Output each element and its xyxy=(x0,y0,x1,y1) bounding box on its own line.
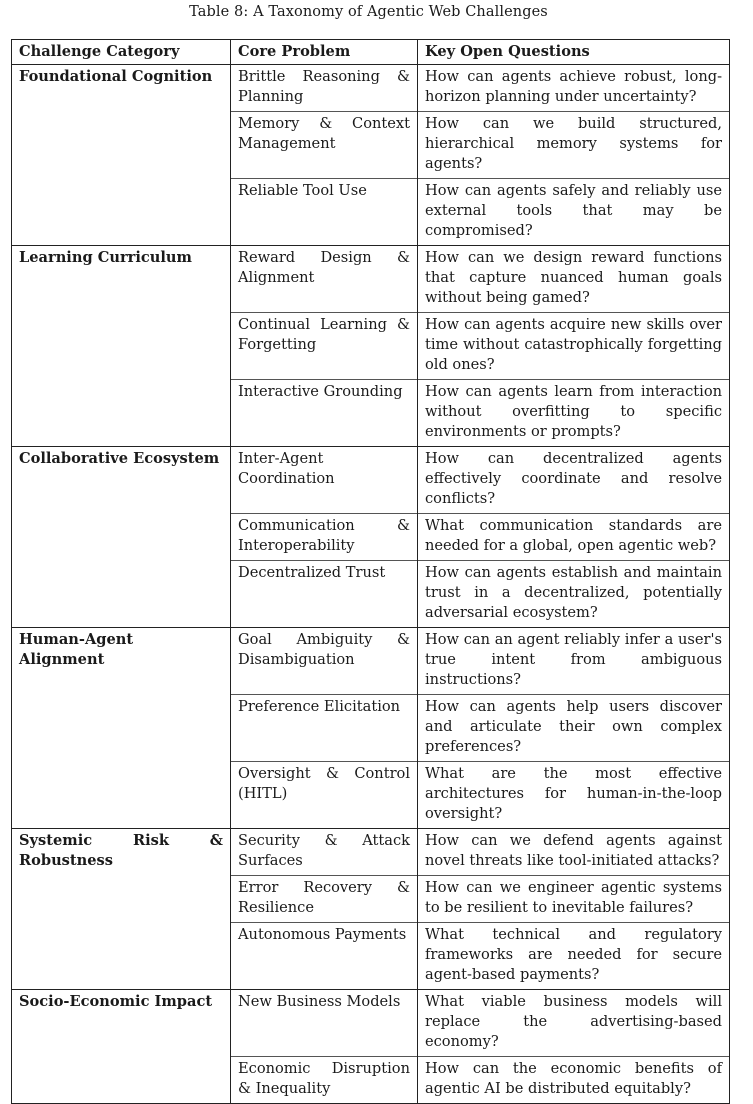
table-row xyxy=(12,514,730,561)
question-cell: How can we design reward functions that capture nuanced human goals without being gamed? xyxy=(418,246,730,313)
table-row xyxy=(12,628,730,695)
table-row xyxy=(12,179,730,246)
table-row xyxy=(12,829,730,876)
table-row xyxy=(12,561,730,628)
problem-cell: Interactive Grounding xyxy=(231,380,418,447)
problem-cell: Inter-Agent Coordination xyxy=(231,447,418,514)
table-row xyxy=(12,112,730,179)
problem-cell: Error Recovery & Resilience xyxy=(231,876,418,923)
table-row xyxy=(12,990,730,1057)
header-row xyxy=(12,40,730,65)
problem-cell: Communication & Interoperability xyxy=(231,514,418,561)
table-row xyxy=(12,1057,730,1104)
table-row xyxy=(12,246,730,313)
problem-cell: Memory & Context Management xyxy=(231,112,418,179)
category-cell xyxy=(12,561,231,628)
problem-cell: Autonomous Payments xyxy=(231,923,418,990)
category-cell: Collaborative Ecosystem xyxy=(12,447,231,514)
header-key-open-questions: Key Open Questions xyxy=(418,40,730,65)
category-cell: Socio-Economic Impact xyxy=(12,990,231,1057)
problem-cell: Security & Attack Surfaces xyxy=(231,829,418,876)
category-cell: Learning Curriculum xyxy=(12,246,231,313)
category-cell xyxy=(12,1057,231,1104)
category-cell xyxy=(12,380,231,447)
question-cell: How can agents help users discover and articulate their own complex preferences? xyxy=(418,695,730,762)
category-cell: Systemic Risk & Robustness xyxy=(12,829,231,876)
category-cell xyxy=(12,876,231,923)
question-cell: How can we build structured, hierarchical memory systems for agents? xyxy=(418,112,730,179)
problem-cell: Reliable Tool Use xyxy=(231,179,418,246)
table-row xyxy=(12,65,730,112)
category-cell xyxy=(12,112,231,179)
problem-cell: Brittle Reasoning & Planning xyxy=(231,65,418,112)
problem-cell: New Business Models xyxy=(231,990,418,1057)
question-cell: What communication standards are needed for a global, open agentic web? xyxy=(418,514,730,561)
header-challenge-category: Challenge Category xyxy=(12,40,231,65)
question-cell: How can decentralized agents effectively coordinate and resolve conflicts? xyxy=(418,447,730,514)
category-cell xyxy=(12,762,231,829)
problem-cell: Continual Learning & Forgetting xyxy=(231,313,418,380)
question-cell: How can agents acquire new skills over time without catastrophically forgetting old ones? xyxy=(418,313,730,380)
category-cell xyxy=(12,695,231,762)
table-row xyxy=(12,447,730,514)
table-row xyxy=(12,313,730,380)
category-cell: Human-Agent Alignment xyxy=(12,628,231,695)
category-cell xyxy=(12,313,231,380)
question-cell: How can the economic benefits of agentic AI be distributed equitably? xyxy=(418,1057,730,1104)
table-row xyxy=(12,762,730,829)
question-cell: How can we engineer agentic systems to be resilient to inevitable failures? xyxy=(418,876,730,923)
problem-cell: Oversight & Control (HITL) xyxy=(231,762,418,829)
problem-cell: Preference Elicitation xyxy=(231,695,418,762)
problem-cell: Economic Disruption & Inequality xyxy=(231,1057,418,1104)
table-row xyxy=(12,695,730,762)
table-caption: Table 8: A Taxonomy of Agentic Web Challenges xyxy=(189,4,548,20)
question-cell: How can agents safely and reliably use external tools that may be compromised? xyxy=(418,179,730,246)
table-row xyxy=(12,923,730,990)
category-cell xyxy=(12,923,231,990)
question-cell: How can agents achieve robust, long-horizon planning under uncertainty? xyxy=(418,65,730,112)
question-cell: How can an agent reliably infer a user's true intent from ambiguous instructions? xyxy=(418,628,730,695)
problem-cell: Reward Design & Alignment xyxy=(231,246,418,313)
question-cell: What are the most effective architectures for human-in-the-loop oversight? xyxy=(418,762,730,829)
question-cell: How can we defend agents against novel threats like tool-initiated attacks? xyxy=(418,829,730,876)
question-cell: What viable business models will replace the advertising-based economy? xyxy=(418,990,730,1057)
problem-cell: Goal Ambiguity & Disambiguation xyxy=(231,628,418,695)
question-cell: How can agents establish and maintain trust in a decentralized, potentially adversarial ecosystem? xyxy=(418,561,730,628)
question-cell: What technical and regulatory frameworks are needed for secure agent-based payments? xyxy=(418,923,730,990)
category-cell xyxy=(12,514,231,561)
problem-cell: Decentralized Trust xyxy=(231,561,418,628)
table-row xyxy=(12,380,730,447)
taxonomy-table xyxy=(11,39,730,1104)
category-cell: Foundational Cognition xyxy=(12,65,231,112)
header-core-problem: Core Problem xyxy=(231,40,418,65)
table-row xyxy=(12,876,730,923)
question-cell: How can agents learn from interaction without overfitting to specific environments or prompts? xyxy=(418,380,730,447)
category-cell xyxy=(12,179,231,246)
